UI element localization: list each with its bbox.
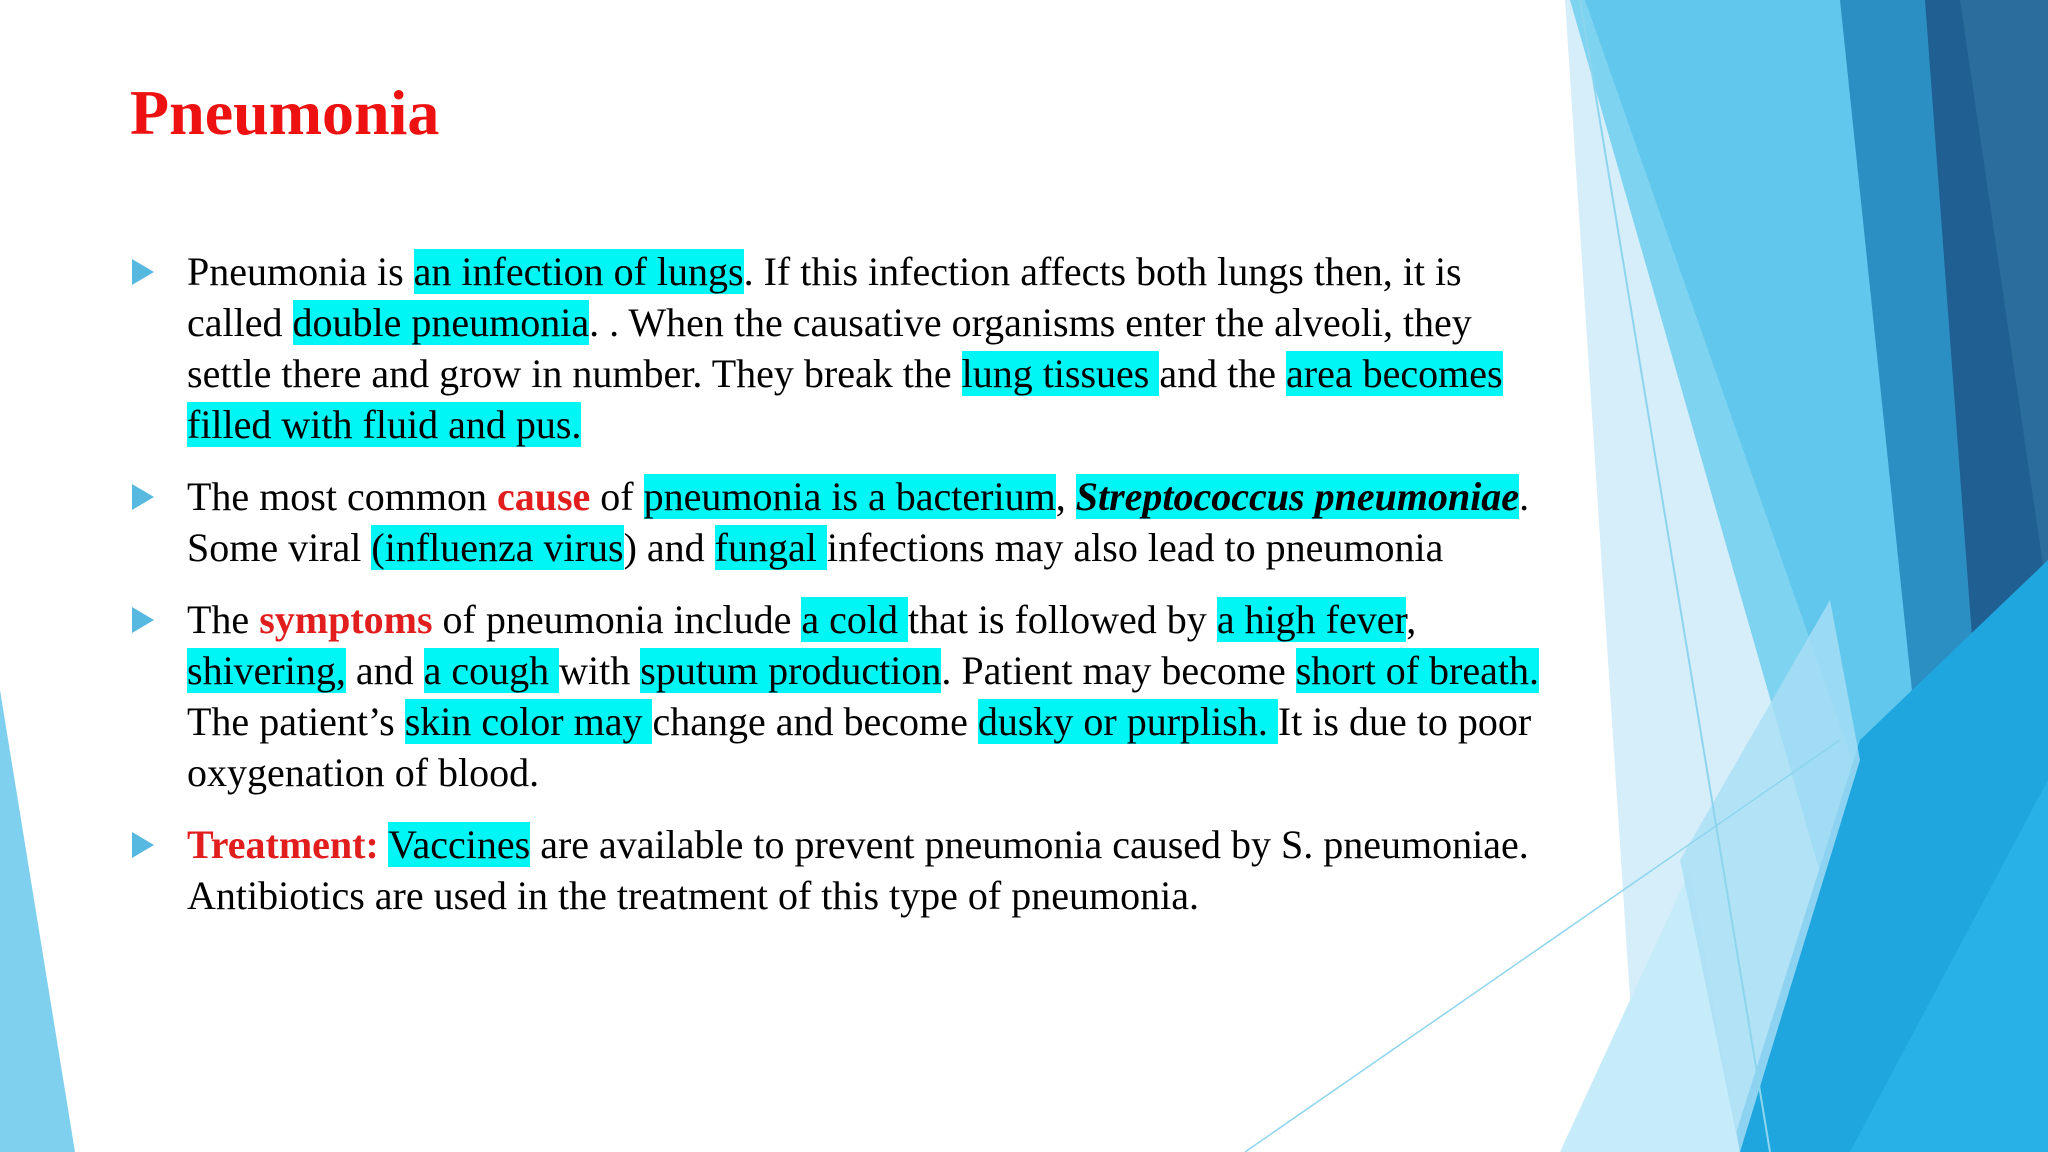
text-run: that is followed by [907,597,1217,642]
text-run: are available to prevent pneumonia caused by S. pneumoniae. Antibiotics are used in the treatment of this type of pneumonia. [187,822,1529,918]
highlighted-text: dusky or purplish. [977,699,1278,744]
text-run: . . When the causative organisms enter the alveoli, they settle there and grow in number. They break the [187,300,1472,396]
text-run: ) and [623,525,715,570]
emphasis-keyword: cause [496,474,591,519]
text-run: with [559,648,641,693]
highlighted-text: sputum production [640,648,942,693]
text-run: of pneumonia include [432,597,802,642]
bullet-arrow-icon [132,832,154,858]
highlighted-text: a cough [423,648,560,693]
bullet-arrow-icon [132,607,154,633]
bullet-text [187,597,1539,795]
bullet-item [130,594,1550,798]
text-run: infections may also lead to pneumonia [826,525,1444,570]
bullet-arrow-icon [132,259,154,285]
highlighted-text: shivering, [187,648,346,693]
bullet-item [130,471,1550,573]
text-run: and the [1159,351,1286,396]
text-run: It is due to poor oxygenation of blood. [187,699,1532,795]
highlighted-text: a high fever [1216,597,1407,642]
bullet-text [187,474,1529,570]
text-run: . Patient may become [941,648,1296,693]
highlighted-text: an infection of lungs [413,249,744,294]
highlighted-text: skin color may [404,699,653,744]
bullet-item [130,246,1550,450]
highlighted-text: Vaccines [388,822,531,867]
text-run: The most common [187,474,497,519]
text-run: The patient’s [187,699,405,744]
text-run: , [1406,597,1417,642]
text-run: change and become [652,699,978,744]
text-run: and [345,648,424,693]
slide-title: Pneumonia [130,77,440,148]
highlighted-text: double pneumonia [292,300,590,345]
bullet-item [130,819,1550,921]
text-run: . Some viral [187,474,1530,570]
highlighted-text: short of breath. [1295,648,1539,693]
highlighted-text: area becomes filled with fluid and pus. [187,351,1503,447]
highlighted-text: (influenza virus [371,525,624,570]
highlighted-text: a cold [801,597,908,642]
bullet-list [130,246,1550,942]
highlighted-text: pneumonia is a bacterium [643,474,1056,519]
highlighted-text: lung tissues [961,351,1160,396]
left-edge-triangle [0,690,75,1152]
text-run: The [187,597,260,642]
highlighted-italic-term: Streptococcus pneumoniae [1075,474,1520,519]
text-run: of [590,474,644,519]
text-run: , [1055,474,1076,519]
bullet-arrow-icon [132,484,154,510]
highlighted-text: fungal [714,525,827,570]
text-run [379,822,388,867]
emphasis-keyword: Treatment: [187,822,379,867]
emphasis-keyword: symptoms [259,597,433,642]
text-run: . If this infection affects both lungs then, it is called [187,249,1462,345]
bullet-text [187,249,1503,447]
text-run: Pneumonia is [187,249,414,294]
bullet-text [187,822,1529,918]
